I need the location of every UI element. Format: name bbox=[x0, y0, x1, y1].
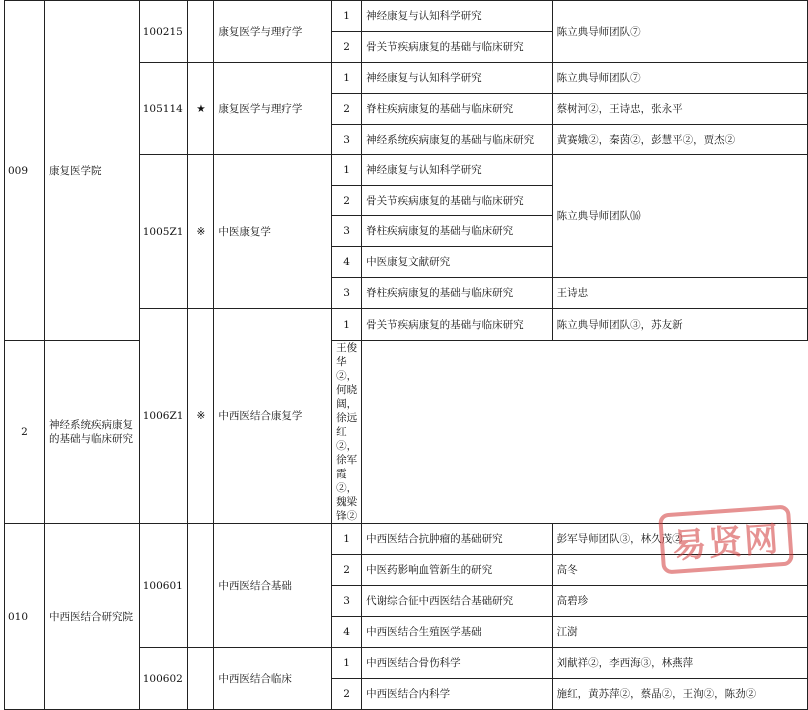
major-name: 康复医学与理疗学 bbox=[214, 1, 332, 63]
major-name: 中西医结合基础 bbox=[214, 524, 332, 648]
college-code: 009 bbox=[5, 1, 45, 341]
direction-name: 神经系统疾病康复的基础与临床研究 bbox=[362, 125, 553, 155]
direction-name: 脊柱疾病康复的基础与临床研究 bbox=[362, 94, 553, 125]
direction-no: 3 bbox=[332, 586, 362, 617]
direction-name: 脊柱疾病康复的基础与临床研究 bbox=[362, 216, 553, 247]
direction-no: 3 bbox=[332, 278, 362, 309]
direction-no: 1 bbox=[332, 63, 362, 94]
direction-name: 神经系统疾病康复的基础与临床研究 bbox=[44, 341, 139, 524]
direction-name: 骨关节疾病康复的基础与临床研究 bbox=[362, 309, 553, 341]
tutor-cell: 高碧珍 bbox=[552, 586, 807, 617]
major-mark: ※ bbox=[188, 309, 214, 524]
college-code: 010 bbox=[5, 524, 45, 710]
direction-name: 脊柱疾病康复的基础与临床研究 bbox=[362, 278, 553, 309]
major-mark bbox=[188, 1, 214, 63]
tutor-cell: 江澍 bbox=[552, 617, 807, 648]
tutor-cell: 彭军导师团队③，林久茂② bbox=[552, 524, 807, 555]
direction-name: 代谢综合征中西医结合基础研究 bbox=[362, 586, 553, 617]
major-mark: ※ bbox=[188, 155, 214, 309]
direction-no: 2 bbox=[332, 679, 362, 710]
major-mark bbox=[188, 648, 214, 710]
direction-no: 1 bbox=[332, 524, 362, 555]
table-row bbox=[5, 1, 808, 32]
direction-no: 2 bbox=[332, 186, 362, 216]
tutor-cell: 黄赛娥②，秦茵②，彭慧平②，贾杰② bbox=[552, 125, 807, 155]
tutor-cell: 陈立典导师团队⒃ bbox=[552, 155, 807, 278]
college-name: 康复医学院 bbox=[44, 1, 139, 341]
direction-no: 3 bbox=[332, 216, 362, 247]
tutor-cell: 王俊华②，何晓阔，徐远红②，徐军霞②，魏梁锋② bbox=[332, 341, 362, 524]
direction-name: 骨关节疾病康复的基础与临床研究 bbox=[362, 32, 553, 63]
direction-no: 1 bbox=[332, 1, 362, 32]
watermark-logo bbox=[650, 498, 802, 580]
direction-name: 中医康复文献研究 bbox=[362, 247, 553, 278]
major-code: 100215 bbox=[139, 1, 188, 63]
tutor-cell: 王诗忠 bbox=[552, 278, 807, 309]
direction-name: 中西医结合抗肿瘤的基础研究 bbox=[362, 524, 553, 555]
major-code: 100602 bbox=[139, 648, 188, 710]
major-name: 康复医学与理疗学 bbox=[214, 63, 332, 155]
watermark-text: 易贤网 bbox=[658, 504, 794, 574]
tutor-cell: 蔡树河②，王诗忠，张永平 bbox=[552, 94, 807, 125]
tutor-cell: 陈立典导师团队③，苏友新 bbox=[552, 309, 807, 341]
major-name: 中西医结合康复学 bbox=[214, 309, 332, 524]
table-row bbox=[5, 341, 808, 524]
tutor-cell: 高冬 bbox=[552, 555, 807, 586]
direction-name: 神经康复与认知科学研究 bbox=[362, 155, 553, 186]
tutor-cell: 陈立典导师团队⑦ bbox=[552, 63, 807, 94]
major-name: 中医康复学 bbox=[214, 155, 332, 309]
tutor-cell: 陈立典导师团队⑦ bbox=[552, 1, 807, 63]
direction-name: 中西医结合骨伤科学 bbox=[362, 648, 553, 679]
direction-name: 神经康复与认知科学研究 bbox=[362, 63, 553, 94]
major-mark bbox=[188, 524, 214, 648]
major-code: 1005Z1 bbox=[139, 155, 188, 309]
direction-name: 中西医结合内科学 bbox=[362, 679, 553, 710]
major-name: 中西医结合临床 bbox=[214, 648, 332, 710]
major-code: 100601 bbox=[139, 524, 188, 648]
direction-no: 2 bbox=[332, 32, 362, 63]
direction-name: 骨关节疾病康复的基础与临床研究 bbox=[362, 186, 553, 216]
direction-no: 1 bbox=[332, 155, 362, 186]
tutor-cell: 刘献祥②，李西海③，林燕萍 bbox=[552, 648, 807, 679]
direction-no: 2 bbox=[5, 341, 45, 524]
direction-name: 中医药影响血管新生的研究 bbox=[362, 555, 553, 586]
major-code: 105114 bbox=[139, 63, 188, 155]
direction-no: 4 bbox=[332, 617, 362, 648]
direction-no: 2 bbox=[332, 555, 362, 586]
direction-no: 1 bbox=[332, 648, 362, 679]
direction-name: 神经康复与认知科学研究 bbox=[362, 1, 553, 32]
tutor-cell: 施红，黄苏萍②，蔡晶②，王洵②，陈劲② bbox=[552, 679, 807, 710]
direction-no: 3 bbox=[332, 125, 362, 155]
major-code: 1006Z1 bbox=[139, 309, 188, 524]
major-mark: ★ bbox=[188, 63, 214, 155]
direction-no: 1 bbox=[332, 309, 362, 341]
program-table bbox=[4, 0, 808, 710]
direction-name: 中西医结合生殖医学基础 bbox=[362, 617, 553, 648]
direction-no: 4 bbox=[332, 247, 362, 278]
college-name: 中西医结合研究院 bbox=[44, 524, 139, 710]
direction-no: 2 bbox=[332, 94, 362, 125]
